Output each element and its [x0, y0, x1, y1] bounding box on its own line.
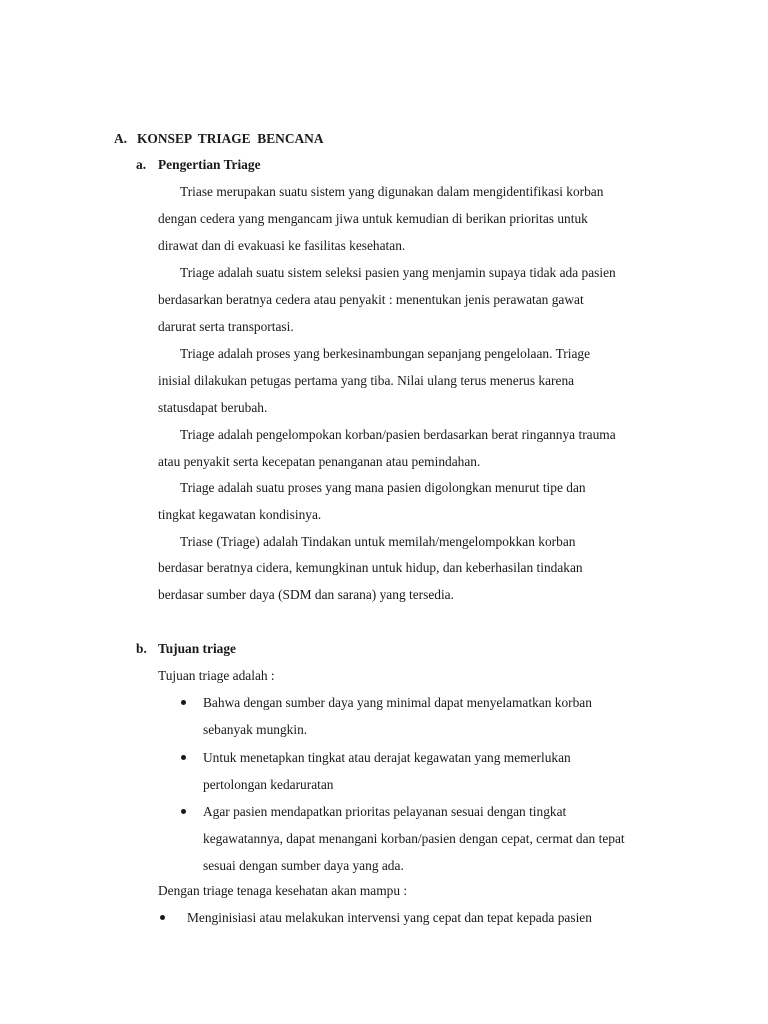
paragraph-line: Triage adalah proses yang berkesinambungan sepanjang pengelolaan. Triage	[180, 346, 591, 361]
list-item: Menginisiasi atau melakukan intervensi yang cepat dan tepat kepada pasien	[187, 910, 592, 925]
list-item: Agar pasien mendapatkan prioritas pelayanan sesuai dengan tingkat	[203, 804, 567, 819]
bullet-icon	[181, 700, 186, 705]
list-item: sebanyak mungkin.	[203, 722, 308, 737]
paragraph-line: atau penyakit serta kecepatan penanganan atau pemindahan.	[158, 454, 481, 469]
list-item: Untuk menetapkan tingkat atau derajat kegawatan yang memerlukan	[203, 750, 571, 765]
subsection-title: Pengertian Triage	[158, 157, 261, 172]
paragraph-line: dirawat dan di evakuasi ke fasilitas kesehatan.	[158, 238, 406, 253]
intro-line: Dengan triage tenaga kesehatan akan mampu :	[158, 883, 408, 898]
section-marker: A.	[114, 131, 128, 146]
list-item: pertolongan kedaruratan	[203, 777, 334, 792]
paragraph-line: dengan cedera yang mengancam jiwa untuk kemudian di berikan prioritas untuk	[158, 211, 588, 226]
paragraph-line: tingkat kegawatan kondisinya.	[158, 507, 322, 522]
bullet-icon	[160, 915, 165, 920]
paragraph-line: darurat serta transportasi.	[158, 319, 294, 334]
subsection-marker: b.	[136, 641, 147, 656]
list-item: Bahwa dengan sumber daya yang minimal dapat menyelamatkan korban	[203, 695, 592, 710]
paragraph-line: berdasarkan beratnya cedera atau penyakit : menentukan jenis perawatan gawat	[158, 292, 584, 307]
paragraph-line: Triase merupakan suatu sistem yang digunakan dalam mengidentifikasi korban	[180, 184, 604, 199]
paragraph-line: statusdapat berubah.	[158, 400, 268, 415]
list-item: kegawatannya, dapat menangani korban/pasien dengan cepat, cermat dan tepat	[203, 831, 625, 846]
subsection-title: Tujuan triage	[158, 641, 237, 656]
paragraph-line: berdasar sumber daya (SDM dan sarana) yang tersedia.	[158, 587, 454, 602]
paragraph-line: Triage adalah suatu sistem seleksi pasien yang menjamin supaya tidak ada pasien	[180, 265, 616, 280]
paragraph-line: inisial dilakukan petugas pertama yang tiba. Nilai ulang terus menerus karena	[158, 373, 575, 388]
paragraph-line: berdasar beratnya cidera, kemungkinan untuk hidup, dan keberhasilan tindakan	[158, 560, 583, 575]
paragraph-line: Triage adalah pengelompokan korban/pasien berdasarkan berat ringannya trauma	[180, 427, 616, 442]
section-heading: KONSEP TRIAGE BENCANA	[137, 131, 324, 146]
paragraph-line: Triase (Triage) adalah Tindakan untuk memilah/mengelompokkan korban	[180, 534, 576, 549]
intro-line: Tujuan triage adalah :	[158, 668, 275, 683]
subsection-marker: a.	[136, 157, 147, 172]
paragraph-line: Triage adalah suatu proses yang mana pasien digolongkan menurut tipe dan	[180, 480, 586, 495]
list-item: sesuai dengan sumber daya yang ada.	[203, 858, 404, 873]
bullet-icon	[181, 809, 186, 814]
bullet-icon	[181, 755, 186, 760]
